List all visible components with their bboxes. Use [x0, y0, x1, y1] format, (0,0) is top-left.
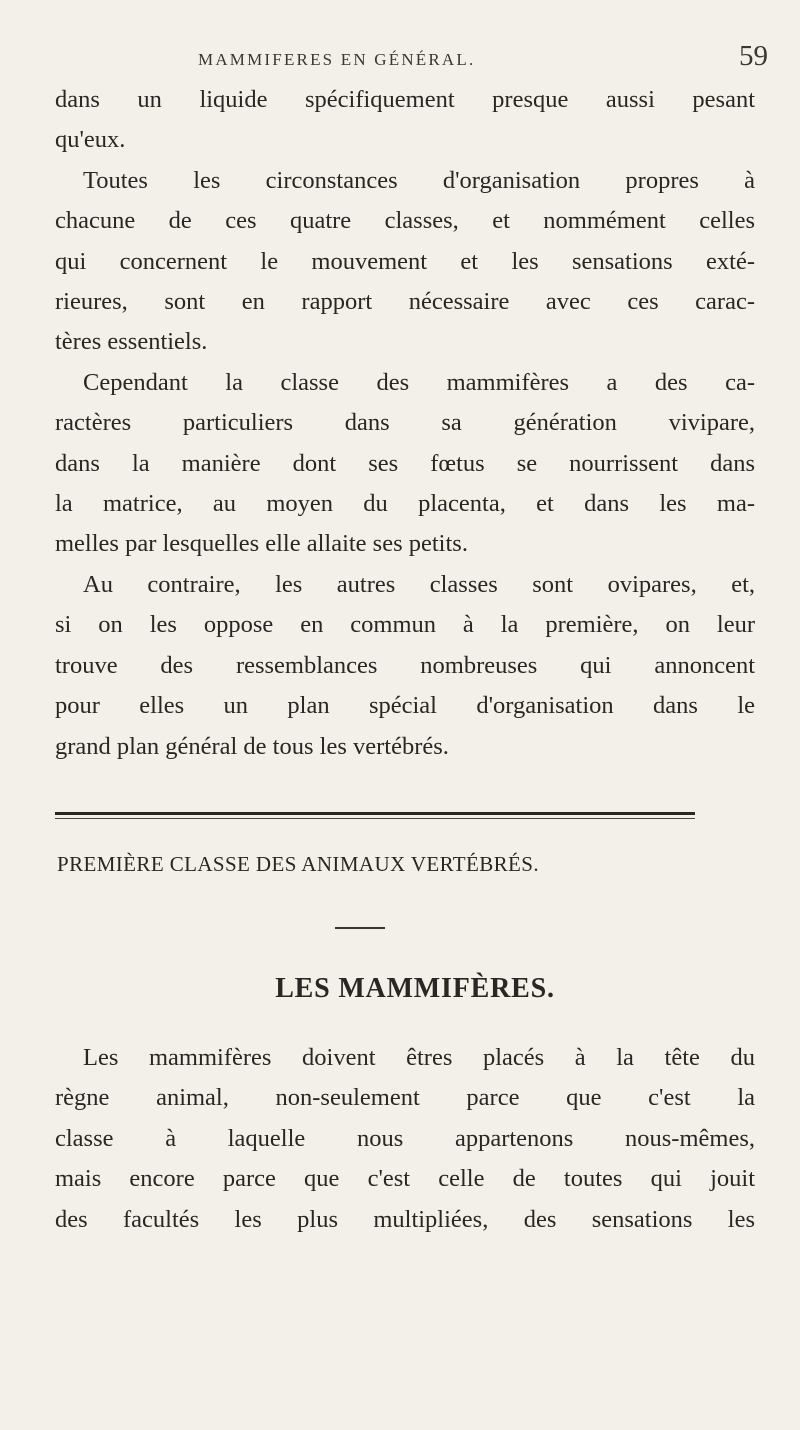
text-line: ractères particuliers dans sa génération vivipare,	[55, 409, 755, 437]
text-line: dans un liquide spécifiquement presque aussi pesant	[55, 86, 755, 113]
section-heading: LES MAMMIFÈRES.	[275, 973, 555, 1004]
text-block-top	[55, 80, 755, 767]
double-rule-thick	[55, 812, 695, 815]
text-line: tères essentiels.	[55, 328, 208, 356]
text-line: la matrice, au moyen du placenta, et dans les ma-	[55, 490, 755, 518]
page-number: 59	[739, 40, 768, 72]
text-line: mais encore parce que c'est celle de toutes qui jouit	[55, 1165, 755, 1193]
text-line: Cependant la classe des mammifères a des ca-	[83, 368, 755, 396]
text-line: Les mammifères doivent êtres placés à la tête du	[83, 1044, 755, 1071]
text-line: des facultés les plus multipliées, des sensations les	[55, 1205, 755, 1233]
text-line: qu'eux.	[55, 126, 126, 154]
text-line: classe à laquelle nous appartenons nous-mêmes,	[55, 1124, 755, 1152]
text-line: Au contraire, les autres classes sont ovipares, et,	[83, 570, 755, 598]
text-line: pour elles un plan spécial d'organisation dans le	[55, 692, 755, 720]
class-heading: PREMIÈRE CLASSE DES ANIMAUX VERTÉBRÉS.	[57, 852, 540, 876]
text-line: si on les oppose en commun à la première, on leur	[55, 611, 755, 639]
text-line: trouve des ressemblances nombreuses qui annoncent	[55, 651, 755, 679]
text-block-bottom	[55, 1038, 755, 1240]
text-line: chacune de ces quatre classes, et nommément celles	[55, 207, 755, 235]
text-line: melles par lesquelles elle allaite ses petits.	[55, 530, 468, 558]
running-head: MAMMIFERES EN GÉNÉRAL.	[198, 50, 476, 69]
ornament-rule	[335, 927, 385, 929]
double-rule-thin	[55, 818, 695, 819]
text-line: dans la manière dont ses fœtus se nourrissent dans	[55, 449, 755, 477]
text-line: règne animal, non-seulement parce que c'est la	[55, 1084, 755, 1112]
text-line: rieures, sont en rapport nécessaire avec ces carac-	[55, 288, 755, 316]
text-line: grand plan général de tous les vertébrés.	[55, 732, 449, 760]
text-line: qui concernent le mouvement et les sensations exté-	[55, 247, 755, 275]
text-line: Toutes les circonstances d'organisation propres à	[83, 166, 755, 194]
